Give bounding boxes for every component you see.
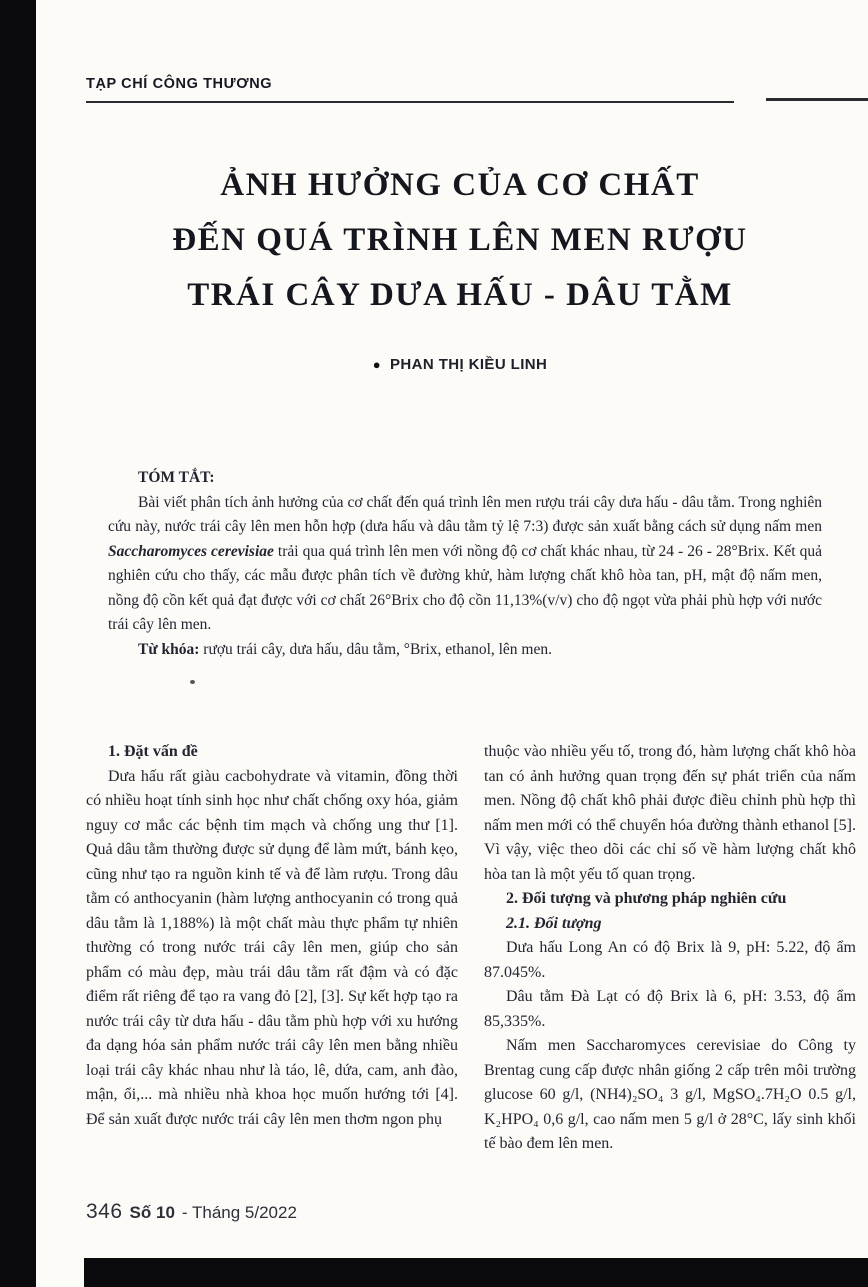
keywords-line <box>108 638 822 663</box>
author-name: PHAN THỊ KIỀU LINH <box>390 356 548 373</box>
abstract-paragraph <box>108 491 822 638</box>
bottom-scan-edge-strip <box>84 1258 868 1287</box>
section-2-1-paragraph-1: Dưa hấu Long An có độ Brix là 9, pH: 5.22, độ ẩm 87.045%. <box>484 939 856 981</box>
section-2-1-paragraph-3: Nấm men Saccharomyces cerevisiae do Công ty Brentag cung cấp được nhân giống 2 cấp trên môi trường glucose 60 g/l, (NH4)₂SO₄ 3 g/l, MgSO₄.7H₂O 0.5 g/l, K₂HPO₄ 0,6 g/l, cao nấm men 5 g/l ở 28°C, lấy sinh khối tế bào đem lên men. <box>484 1037 856 1152</box>
abstract-section <box>108 466 822 662</box>
abstract-text-after: trải qua quá trình lên men với nồng độ cơ chất khác nhau, từ 24 - 26 - 28°Brix. Kết quả nghiên cứu cho thấy, các mẫu được phân tích về đường khử, hàm lượng chất khô hòa tan, pH, mật độ nấm men, nồng độ cồn kết quả đạt được với cơ chất 26°Brix cho độ cồn 11,13%(v/v) cho độ ngọt vừa phải phù hợp với nước trái cây lên men. <box>108 542 822 633</box>
page-footer <box>86 1200 297 1224</box>
body-column-right <box>484 740 856 1157</box>
author-line <box>110 356 810 373</box>
body-columns <box>86 740 856 1157</box>
header-rule-right <box>766 98 868 101</box>
journal-name: TẠP CHÍ CÔNG THƯƠNG <box>86 76 273 92</box>
keywords-text: rượu trái cây, dưa hấu, dâu tằm, °Brix, ethanol, lên men. <box>199 640 552 658</box>
author-bullet-icon: ● <box>372 357 382 372</box>
title-line-3: TRÁI CÂY DƯA HẤU - DÂU TẰM <box>187 277 733 313</box>
keywords-label: Từ khóa: <box>138 640 200 658</box>
abstract-text-before: Bài viết phân tích ảnh hưởng của cơ chất đến quá trình lên men rượu trái cây dưa hấu - dâu tằm. Trong nghiên cứu này, nước trái cây lên men hỗn hợp (dưa hấu và dâu tằm tỷ lệ 7:3) được sản xuất bằng cách sử dụng nấm men <box>108 493 822 535</box>
scan-artifact-dot <box>190 680 195 684</box>
body-column-left <box>86 740 458 1157</box>
section-2-heading: 2. Đối tượng và phương pháp nghiên cứu <box>506 890 787 907</box>
title-line-1: ẢNH HƯỞNG CỦA CƠ CHẤT <box>220 167 700 203</box>
title-line-2: ĐẾN QUÁ TRÌNH LÊN MEN RƯỢU <box>172 222 748 258</box>
section-1-paragraph: Dưa hấu rất giàu cacbohydrate và vitamin, đồng thời có nhiều hoạt tính sinh học như chất chống oxy hóa, giảm nguy cơ mắc các bệnh tim mạch và chống ung thư [1]. Quả dâu tằm thường được sử dụng để làm mứt, bánh kẹo, cũng như tạo ra nguồn kinh tế và để làm rượu. Trong dâu tằm có anthocyanin (hàm lượng anthocyanin có trong quả dâu tằm là 1,188%) là một chất màu thực phẩm tự nhiên thường có trong nước trái cây lên men, giúp cho sản phẩm có màu đẹp, màu trái dâu tằm rất đậm và có đặc điểm rất riêng để tạo ra vang đỏ [2], [3]. Sự kết hợp tạo ra nước trái cây từ dưa hấu - dâu tằm phù hợp với xu hướng đa dạng hóa sản phẩm nước trái cây lên men bằng nhiều loại trái cây khác nhau như là táo, lê, dứa, cam, anh đào, mận, ổi,... mà nhiều nhà khoa học muốn hướng tới [4]. Để sản xuất được nước trái cây lên men thơm ngon phụ <box>86 767 458 1128</box>
left-scan-edge-strip <box>0 0 36 1287</box>
section-2-1-heading: 2.1. Đối tượng <box>506 914 602 932</box>
section-1-heading: 1. Đặt vấn đề <box>108 743 198 760</box>
section-1-paragraph-continuation: thuộc vào nhiều yếu tố, trong đó, hàm lượng chất khô hòa tan có ảnh hưởng quan trọng đến sự phát triển của nấm men. Nồng độ chất khô phải được điều chỉnh phù hợp thì nấm men mới có thể chuyển hóa đường thành ethanol [5]. Vì vậy, việc theo dõi các chỉ số về hàm lượng chất khô hòa tan là một yếu tố quan trọng. <box>484 743 856 883</box>
section-2-1-paragraph-2: Dâu tằm Đà Lạt có độ Brix là 6, pH: 3.53, độ ẩm 85,335%. <box>484 988 856 1030</box>
article-title <box>110 158 810 323</box>
issue-number: Số 10 <box>129 1203 175 1222</box>
abstract-heading: TÓM TẮT: <box>138 469 215 486</box>
issue-date: - Tháng 5/2022 <box>181 1203 297 1222</box>
header-rule <box>86 101 734 103</box>
species-name: Saccharomyces cerevisiae <box>108 542 274 560</box>
page-number: 346 <box>86 1200 123 1223</box>
